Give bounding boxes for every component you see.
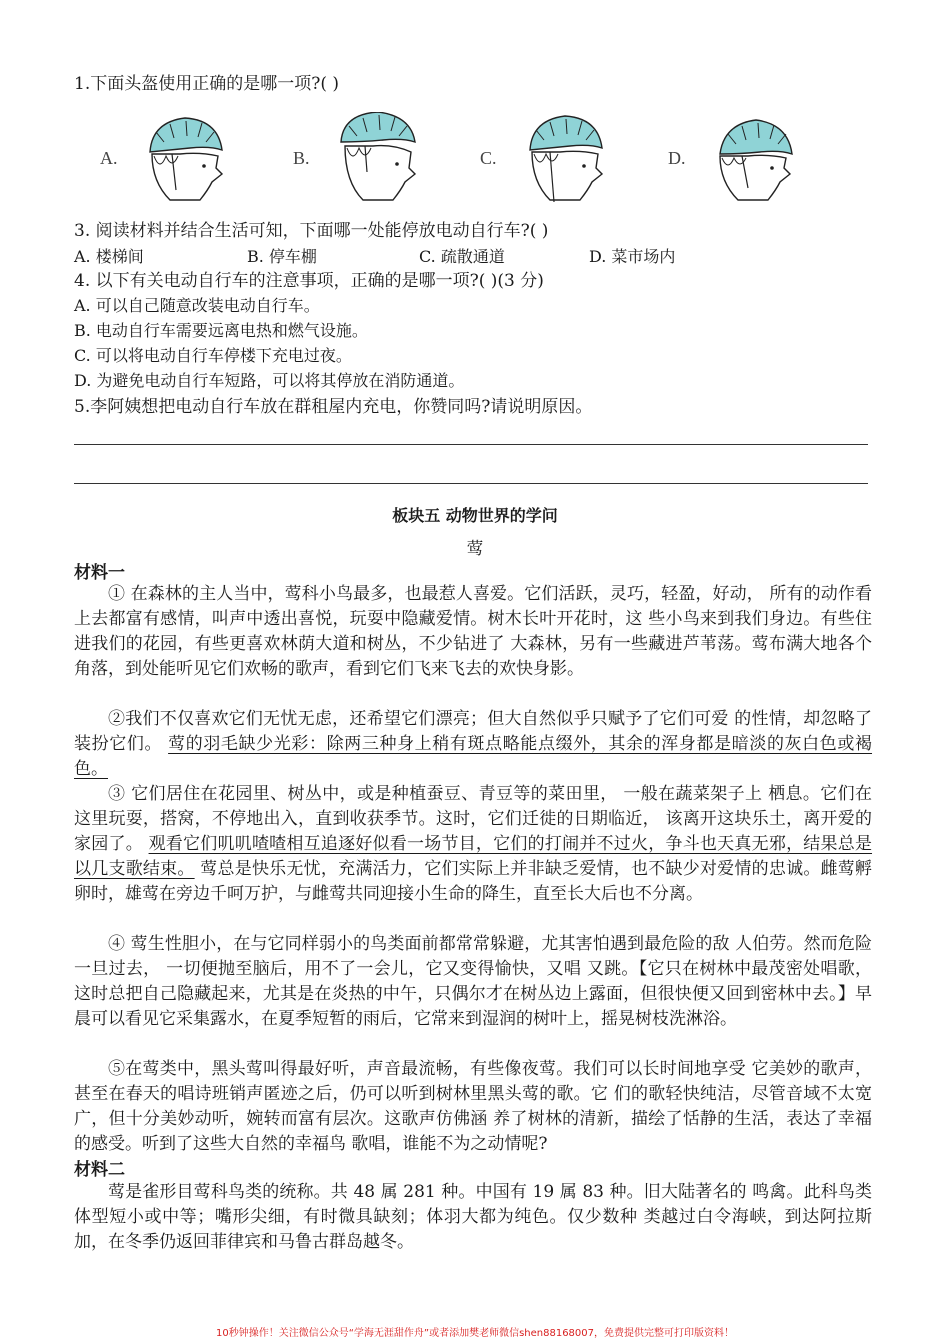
question-1: 1.下面头盔使用正确的是哪一项?( ) xyxy=(74,74,340,94)
question-3-options xyxy=(74,244,794,268)
option-b[interactable]: B. 停车棚 xyxy=(247,247,317,266)
question-3: 3. 阅读材料并结合生活可知，下面哪一处能停放电动自行车?( ) xyxy=(74,221,549,241)
paragraph-2-text: ②我们不仅喜欢它们无忧无虑，还希望它们漂亮；但大自然似乎只赋予了它们可爱 的性情，却忽略了装扮它们。 xyxy=(74,709,872,754)
material-2-heading: 材料二 xyxy=(74,1160,125,1180)
option-a[interactable]: A. 楼梯间 xyxy=(74,247,144,266)
option-label: B. xyxy=(293,148,310,168)
helmet-option-a[interactable] xyxy=(100,112,240,207)
material-1-heading: 材料一 xyxy=(74,563,125,583)
question-4: 4. 以下有关电动自行车的注意事项，正确的是哪一项?( )(3 分) xyxy=(74,271,544,291)
option-label: C. xyxy=(480,148,497,168)
footer-notice: 10秒钟操作！关注微信公众号“学海无涯甜作舟”或者添加樊老师微信shen88168007，免费提供完整可打印版资料！ xyxy=(215,1328,735,1339)
helmet-options xyxy=(100,112,820,207)
option-c[interactable]: C. 疏散通道 xyxy=(419,247,505,266)
option-d[interactable]: D. 为避免电动自行车短路，可以将其停放在消防通道。 xyxy=(74,371,465,390)
paragraph-5: ⑤在莺类中，黑头莺叫得最好听，声音最流畅，有些像夜莺。我们可以长时间地享受 它美妙的歌声，甚至在春天的唱诗班销声匿迹之后，仍可以听到树林里黑头莺的歌。它 们的歌轻快纯洁，尽管音域不太宽广，但十分美妙动听，婉转而富有层次。这歌声仿佛涵 养了树林的清新，描绘了恬静的生活，表达了幸福的感受。听到了这些大自然的幸福鸟 歌唱，谁能不为之动情呢? xyxy=(74,1059,872,1154)
helmet-option-b[interactable] xyxy=(293,112,433,207)
paragraph-4: ④ 莺生性胆小，在与它同样弱小的鸟类面前都常常躲避，尤其害怕遇到最危险的敌 人伯劳。然而危险一旦过去， 一切便抛至脑后，用不了一会儿，它又变得愉快，又唱 又跳。【它只在树林中最茂密处唱歌，这时总把自己隐藏起来，尤其是在炎热的中午，只偶尔才在树丛边上露面，但很快便又回到密林中去。】早晨可以看见它采集露水，在夏季短暂的雨后，它常来到湿润的树叶上，摇晃树枝洗淋浴。 xyxy=(74,934,872,1029)
underlined-sentence: 莺的羽毛缺少光彩：除两三种身上稍有斑点略能点缀外，其余的浑身都是暗淡的灰白色或褐色。 xyxy=(74,734,873,779)
paragraph-3 xyxy=(74,782,872,907)
option-b[interactable]: B. 电动自行车需要远离电热和燃气设施。 xyxy=(74,321,368,340)
answer-line[interactable] xyxy=(74,444,868,445)
paragraph-2 xyxy=(74,707,872,782)
option-d[interactable]: D. 菜市场内 xyxy=(589,247,676,266)
helmet-option-d[interactable] xyxy=(668,112,808,207)
helmet-head-icon xyxy=(510,112,615,207)
underlined-sentence: 观看它们叽叽喳喳相互追逐好似看一场节目，它们的打闹并不过火，争斗也天真无邪，结果总是以几支歌结束。 xyxy=(74,834,873,879)
helmet-head-icon xyxy=(698,112,803,207)
helmet-option-c[interactable] xyxy=(480,112,620,207)
paragraph-6: 莺是雀形目莺科鸟类的统称。共 48 属 281 种。中国有 19 属 83 种。旧大陆著名的 鸣禽。此科鸟类体型短小或中等；嘴形尖细，有时微具缺刻；体羽大都为纯色。仅少数种 类越过白令海峡，到达阿拉斯加，在冬季仍返回菲律宾和马鲁古群岛越冬。 xyxy=(74,1182,872,1252)
option-c[interactable]: C. 可以将电动自行车停楼下充电过夜。 xyxy=(74,346,352,365)
article-title: 莺 xyxy=(466,539,484,559)
helmet-head-icon xyxy=(323,112,428,207)
question-5: 5.李阿姨想把电动自行车放在群租屋内充电，你赞同吗?请说明原因。 xyxy=(74,397,593,417)
answer-line[interactable] xyxy=(74,483,868,484)
option-a[interactable]: A. 可以自己随意改装电动自行车。 xyxy=(74,296,320,315)
option-label: A. xyxy=(100,148,118,168)
paragraph-3-text: ③ 它们居住在花园里、树丛中，或是种植蚕豆、青豆等的菜田里， 一般在蔬菜架子上 栖息。它们在这里玩耍，搭窝，不停地出入，直到收获季节。这时，它们迁徙的日期临近， 该离开这块乐土，离开爱的家园了。 xyxy=(74,784,872,854)
helmet-head-icon xyxy=(130,112,235,207)
section-title: 板块五 动物世界的学问 xyxy=(392,506,558,525)
paragraph-1: ① 在森林的主人当中，莺科小鸟最多，也最惹人喜爱。它们活跃，灵巧，轻盈，好动， 所有的动作看上去都富有感情，叫声中透出喜悦，玩耍中隐藏爱情。树木长叶开花时，这 些小鸟来到我们身边。有些住进我们的花园，有些更喜欢林荫大道和树丛，不少钻进了 大森林，另有一些藏进芦苇荡。莺布满大地各个角落，到处能听见它们欢畅的歌声，看到它们飞来飞去的欢快身影。 xyxy=(74,584,872,679)
option-label: D. xyxy=(668,148,686,168)
paragraph-3-text-end: 莺总是快乐无忧，充满活力，它们实际上并非缺乏爱情，也不缺少对爱情的忠诚。雌莺孵卵时，雄莺在旁边千呵万护，与雌莺共同迎接小生命的降生，直至长大后也不分离。 xyxy=(74,859,873,904)
